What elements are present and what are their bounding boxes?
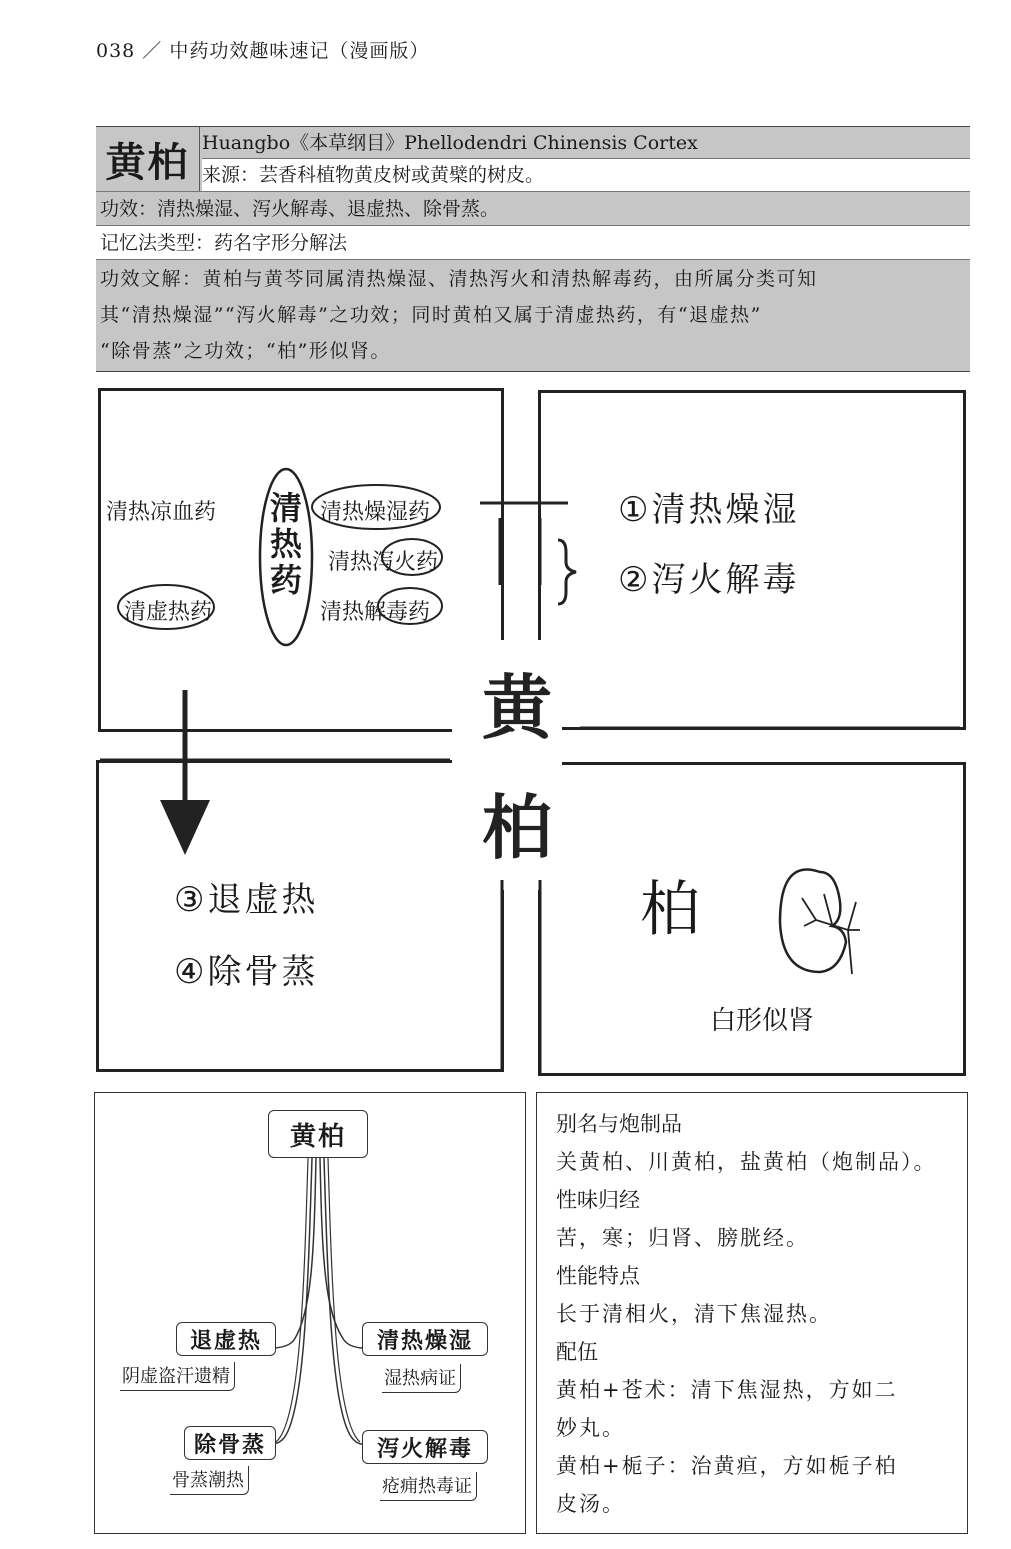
effect-3: ③退虚热: [174, 880, 319, 920]
memory-type: 记忆法类型：药名字形分解法: [96, 225, 970, 259]
explanation-line: 功效文解：黄柏与黄芩同属清热燥湿、清热泻火和清热解毒药，由所属分类可知: [100, 268, 818, 290]
prop-line: 黄柏+苍术：清下焦湿热，方如二: [556, 1378, 898, 1402]
effect-4: ④除骨蒸: [174, 952, 319, 992]
running-header: 038 ／ 中药功效趣味速记（漫画版）: [96, 40, 430, 62]
prop-line: 皮汤。: [556, 1492, 625, 1516]
mindmap-lines: [94, 1092, 526, 1534]
cat-heat-clearing: 清热药: [269, 489, 302, 599]
cat-cooling-blood: 清热凉血药: [106, 500, 217, 525]
mindmap-node-dry-damp: 清热燥湿: [362, 1322, 488, 1356]
explanation-line: “除骨蒸”之功效；“柏”形似肾。: [100, 340, 391, 362]
mindmap-node-deficiency-heat: 退虚热: [176, 1322, 276, 1356]
kidney-caption: 白形似肾: [710, 1006, 815, 1036]
prop-line: 妙丸。: [556, 1416, 625, 1440]
center-char-1: 黄: [482, 667, 552, 749]
prop-line: 苦，寒；归肾、膀胱经。: [556, 1226, 809, 1250]
mindmap-node-bone-steaming: 除骨蒸: [184, 1426, 276, 1460]
herb-source: 来源：芸香科植物黄皮树或黄檗的树皮。: [202, 159, 970, 191]
center-char-2: 柏: [482, 787, 552, 869]
prop-line: 长于清相火，清下焦湿热。: [556, 1302, 832, 1326]
herb-efficacy: 功效：清热燥湿、泻火解毒、退虚热、除骨蒸。: [96, 191, 970, 225]
herb-latin-name: Huangbo《本草纲目》Phellodendri Chinensis Cortex: [202, 127, 970, 159]
cat-dry-damp: 清热燥湿药: [320, 500, 431, 525]
mindmap-sub-night-sweat: 阴虚盗汗遗精: [120, 1362, 235, 1391]
cat-purge-fire: 清热泻火药: [328, 550, 439, 575]
mindmap-root: 黄柏: [268, 1110, 368, 1158]
cat-detox: 清热解毒药: [320, 600, 431, 625]
herb-name: 黄柏: [96, 127, 200, 191]
explanation-line: 其“清热燥湿”“泻火解毒”之功效；同时黄柏又属于清虚热药，有“退虚热”: [100, 304, 762, 326]
prop-line: 关黄柏、川黄柏，盐黄柏（炮制品）。: [556, 1150, 937, 1174]
bai-char: 柏: [640, 875, 700, 945]
prop-heading: 配伍: [556, 1340, 598, 1364]
mindmap-node-detox: 泻火解毒: [362, 1430, 488, 1464]
mindmap-sub-damp-heat: 湿热病证: [382, 1364, 461, 1393]
mindmap-sub-tidal-fever: 骨蒸潮热: [170, 1466, 249, 1495]
properties-list: [556, 1108, 956, 1526]
effect-1: ①清热燥湿: [618, 490, 800, 530]
prop-heading: 性能特点: [556, 1264, 640, 1288]
prop-line: 黄柏+栀子：治黄疸，方如栀子柏: [556, 1454, 898, 1478]
mindmap-sub-sores: 疮痈热毒证: [380, 1472, 477, 1501]
effect-2: ②泻火解毒: [618, 560, 800, 600]
prop-heading: 别名与炮制品: [556, 1112, 682, 1136]
cat-deficiency-heat: 清虚热药: [124, 600, 213, 625]
prop-heading: 性味归经: [556, 1188, 640, 1212]
